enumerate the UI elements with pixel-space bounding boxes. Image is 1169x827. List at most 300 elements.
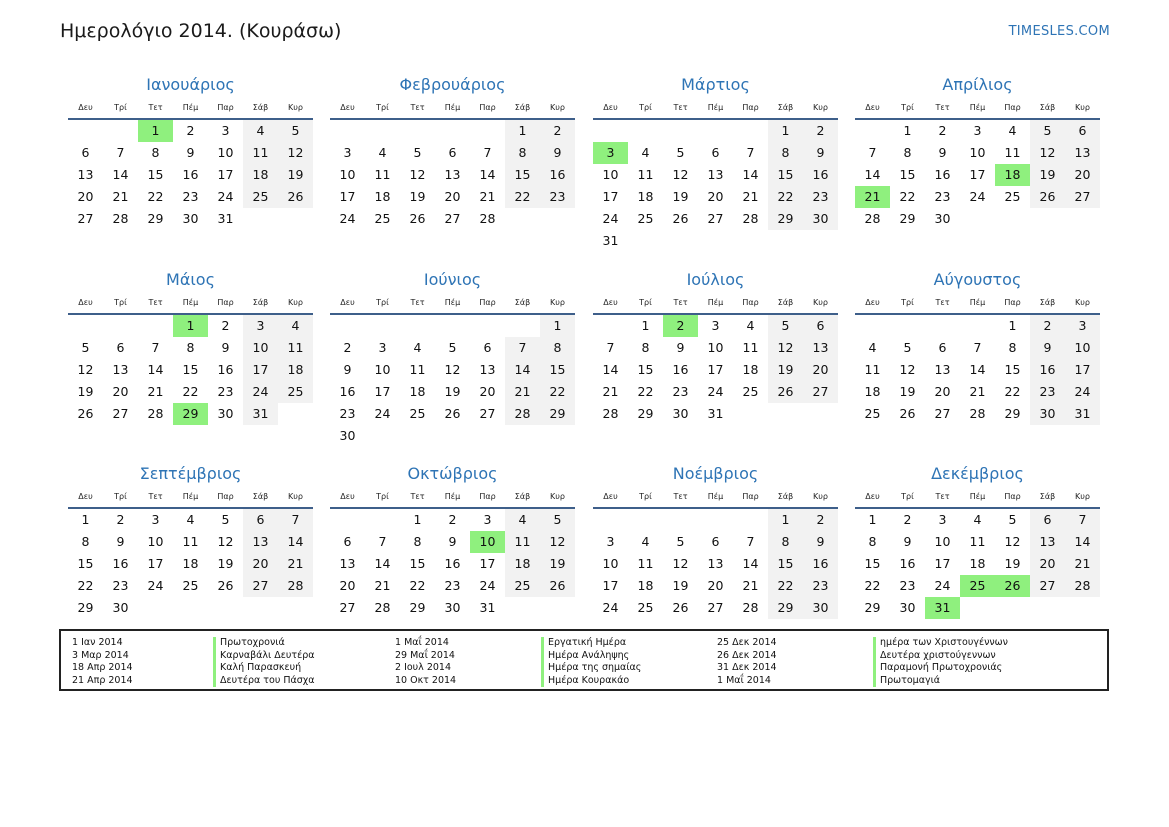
day-cell: 27 [707, 600, 724, 615]
empty-cell [138, 597, 173, 619]
legend-date: 21 Απρ 2014 [72, 674, 133, 686]
day-cell: 12 [1030, 142, 1065, 164]
empty-cell [365, 315, 400, 337]
weekday-label: Τρί [639, 103, 652, 112]
day-cell: 7 [746, 534, 755, 549]
holiday-day-cell: 2 [663, 315, 698, 337]
empty-cell [803, 403, 838, 425]
month-name: Σεπτέμβριος [139, 464, 242, 483]
day-cell: 21 [1065, 553, 1100, 575]
empty-cell [505, 425, 540, 447]
day-cell: 21 [505, 381, 540, 403]
day-cell: 15 [768, 553, 803, 575]
day-cell: 3 [483, 512, 492, 527]
day-cell: 6 [116, 340, 125, 355]
day-cell: 3 [151, 512, 160, 527]
day-cell: 1 [505, 120, 540, 142]
week-row [593, 359, 838, 381]
weekday-label: Τρί [114, 103, 127, 112]
weekday-header [68, 487, 313, 509]
day-cell: 26 [540, 575, 575, 597]
day-cell: 30 [899, 600, 916, 615]
day-cell: 16 [803, 164, 838, 186]
weekday-label: Σάβ [777, 103, 794, 112]
day-cell: 4 [973, 512, 982, 527]
day-cell: 4 [641, 534, 650, 549]
day-cell: 26 [899, 406, 916, 421]
empty-cell [278, 208, 313, 230]
empty-cell [593, 315, 628, 337]
weekday-label: Δευ [865, 103, 880, 112]
day-cell: 20 [77, 189, 94, 204]
legend-holiday-name: Καρναβάλι Δευτέρα [213, 650, 315, 663]
day-cell: 4 [641, 145, 650, 160]
month-name: Αύγουστος [933, 270, 1022, 289]
empty-cell [505, 315, 540, 337]
month-block [855, 461, 1100, 641]
day-cell: 30 [934, 211, 951, 226]
day-cell: 21 [374, 578, 391, 593]
day-cell: 2 [186, 123, 195, 138]
weekday-label: Δευ [78, 492, 93, 501]
day-cell: 9 [676, 340, 685, 355]
weekday-label: Τετ [410, 492, 425, 501]
day-cell: 22 [768, 575, 803, 597]
legend-holiday-name: Ημέρα Κουρακάο [541, 675, 641, 688]
holiday-day-cell: 25 [960, 575, 995, 597]
week-row [593, 597, 838, 619]
day-cell: 29 [540, 403, 575, 425]
day-cell: 23 [672, 384, 689, 399]
weekday-label: Πέμ [969, 492, 986, 501]
empty-cell [733, 509, 768, 531]
empty-cell [435, 425, 470, 447]
weekday-label: Κυρ [1075, 103, 1090, 112]
day-cell: 5 [221, 512, 230, 527]
weekday-label: Σάβ [1039, 103, 1056, 112]
day-cell: 11 [243, 142, 278, 164]
week-row [593, 164, 838, 186]
day-cell: 18 [243, 164, 278, 186]
day-cell: 13 [339, 556, 356, 571]
legend-dates-column [717, 637, 777, 687]
weekday-label: Τρί [376, 492, 389, 501]
day-cell: 1 [413, 512, 422, 527]
empty-cell [593, 509, 628, 531]
day-cell: 16 [540, 164, 575, 186]
week-row [855, 142, 1100, 164]
day-cell: 15 [77, 556, 94, 571]
day-cell: 16 [934, 167, 951, 182]
month-name: Δεκέμβριος [931, 464, 1024, 483]
weekday-label: Παρ [742, 298, 759, 307]
week-row [68, 531, 313, 553]
empty-cell [330, 509, 365, 531]
day-cell: 9 [448, 534, 457, 549]
weekday-label: Πέμ [182, 492, 199, 501]
empty-cell [1030, 208, 1065, 230]
empty-cell [1065, 597, 1100, 619]
day-cell: 2 [938, 123, 947, 138]
holiday-day-cell: 21 [855, 186, 890, 208]
empty-cell [593, 120, 628, 142]
day-cell: 29 [147, 211, 164, 226]
weekday-label: Κυρ [288, 103, 303, 112]
week-row [593, 509, 838, 531]
weekday-label: Κυρ [813, 492, 828, 501]
day-cell: 10 [1065, 337, 1100, 359]
day-cell: 20 [444, 189, 461, 204]
empty-cell [540, 208, 575, 230]
day-cell: 13 [1030, 531, 1065, 553]
weekday-label: Τρί [901, 492, 914, 501]
week-row [855, 208, 1100, 230]
weekday-label: Τετ [410, 103, 425, 112]
day-cell: 21 [112, 189, 129, 204]
day-cell: 24 [479, 578, 496, 593]
day-cell: 30 [339, 428, 356, 443]
legend-date: 1 Ιαν 2014 [72, 637, 123, 648]
day-cell: 30 [672, 406, 689, 421]
day-cell: 26 [77, 406, 94, 421]
day-cell: 9 [116, 534, 125, 549]
day-cell: 12 [1004, 534, 1021, 549]
empty-cell [365, 120, 400, 142]
day-cell: 18 [637, 189, 654, 204]
week-row [593, 315, 838, 337]
weekday-label: Τετ [673, 103, 688, 112]
day-cell: 10 [602, 167, 619, 182]
week-row [855, 186, 1100, 208]
weekday-label: Τρί [901, 298, 914, 307]
legend-dates-column [395, 637, 456, 687]
day-cell: 27 [112, 406, 129, 421]
day-cell: 4 [868, 340, 877, 355]
day-cell: 17 [969, 167, 986, 182]
day-cell: 11 [505, 531, 540, 553]
day-cell: 22 [899, 189, 916, 204]
day-cell: 1 [81, 512, 90, 527]
day-cell: 9 [1030, 337, 1065, 359]
day-cell: 27 [707, 211, 724, 226]
day-cell: 6 [343, 534, 352, 549]
month-block [593, 72, 838, 252]
week-row [855, 575, 1100, 597]
weekday-label: Παρ [217, 103, 234, 112]
day-cell: 29 [77, 600, 94, 615]
site-link[interactable]: TIMESLES.COM [1008, 24, 1110, 39]
day-cell: 14 [112, 167, 129, 182]
weekday-header [330, 487, 575, 509]
day-cell: 3 [378, 340, 387, 355]
weekday-label: Πέμ [444, 298, 461, 307]
day-cell: 18 [864, 384, 881, 399]
empty-cell [628, 509, 663, 531]
day-cell: 23 [444, 578, 461, 593]
day-cell: 3 [711, 318, 720, 333]
week-row [68, 337, 313, 359]
holiday-day-cell: 10 [470, 531, 505, 553]
weekday-label: Τετ [148, 492, 163, 501]
holiday-day-cell: 1 [138, 120, 173, 142]
day-cell: 7 [973, 340, 982, 355]
weekday-label: Τετ [673, 492, 688, 501]
legend-holiday-name: Παραμονή Πρωτοχρονιάς [873, 662, 1008, 675]
day-cell: 29 [637, 406, 654, 421]
legend-date: 10 Οκτ 2014 [395, 674, 457, 686]
week-row [855, 359, 1100, 381]
weekday-label: Κυρ [550, 298, 565, 307]
day-cell: 8 [151, 145, 160, 160]
day-cell: 14 [505, 359, 540, 381]
day-cell: 31 [217, 211, 234, 226]
day-cell: 10 [243, 337, 278, 359]
day-cell: 5 [903, 340, 912, 355]
week-row [68, 120, 313, 142]
empty-cell [400, 315, 435, 337]
day-cell: 16 [444, 556, 461, 571]
day-cell: 19 [1004, 556, 1021, 571]
weekday-label: Τετ [148, 103, 163, 112]
day-cell: 12 [672, 167, 689, 182]
day-cell: 7 [151, 340, 160, 355]
weekday-label: Δευ [603, 492, 618, 501]
day-cell: 22 [540, 381, 575, 403]
month-block [330, 461, 575, 641]
day-cell: 29 [768, 208, 803, 230]
weekday-label: Σάβ [514, 103, 531, 112]
day-cell: 7 [505, 337, 540, 359]
day-cell: 18 [505, 553, 540, 575]
day-cell: 21 [742, 189, 759, 204]
day-cell: 8 [768, 531, 803, 553]
week-row [68, 553, 313, 575]
day-cell: 6 [81, 145, 90, 160]
day-cell: 13 [77, 167, 94, 182]
week-row [855, 531, 1100, 553]
day-cell: 7 [116, 145, 125, 160]
day-cell: 6 [1030, 509, 1065, 531]
day-cell: 19 [217, 556, 234, 571]
day-cell: 23 [540, 186, 575, 208]
weekday-header [855, 487, 1100, 509]
legend-holiday-name: Πρωτοχρονιά [213, 637, 315, 650]
day-cell: 7 [1065, 509, 1100, 531]
day-cell: 25 [637, 211, 654, 226]
weekday-header [330, 98, 575, 120]
week-row [68, 142, 313, 164]
empty-cell [278, 597, 313, 619]
weekday-header [593, 98, 838, 120]
day-cell: 14 [479, 167, 496, 182]
day-cell: 4 [413, 340, 422, 355]
day-cell: 19 [278, 164, 313, 186]
month-block [593, 461, 838, 641]
weekday-label: Τρί [901, 103, 914, 112]
empty-cell [435, 120, 470, 142]
day-cell: 15 [864, 556, 881, 571]
day-cell: 23 [899, 578, 916, 593]
week-row [68, 359, 313, 381]
day-cell: 25 [409, 406, 426, 421]
day-cell: 20 [803, 359, 838, 381]
empty-cell [890, 315, 925, 337]
empty-cell [435, 315, 470, 337]
day-cell: 5 [278, 120, 313, 142]
week-row [330, 142, 575, 164]
day-cell: 28 [602, 406, 619, 421]
week-row [593, 186, 838, 208]
week-row [855, 553, 1100, 575]
day-cell: 23 [112, 578, 129, 593]
day-cell: 20 [339, 578, 356, 593]
day-cell: 21 [147, 384, 164, 399]
month-name: Ιανουάριος [146, 75, 235, 94]
day-cell: 15 [637, 362, 654, 377]
day-cell: 22 [637, 384, 654, 399]
week-row [330, 381, 575, 403]
holiday-day-cell: 18 [995, 164, 1030, 186]
empty-cell [698, 230, 733, 252]
week-row [593, 120, 838, 142]
week-row [68, 164, 313, 186]
empty-cell [855, 315, 890, 337]
week-row [68, 315, 313, 337]
week-row [855, 509, 1100, 531]
month-block [68, 461, 313, 641]
day-cell: 15 [147, 167, 164, 182]
day-cell: 21 [278, 553, 313, 575]
day-cell: 28 [864, 211, 881, 226]
empty-cell [995, 208, 1030, 230]
weekday-label: Παρ [1004, 492, 1021, 501]
day-cell: 17 [602, 578, 619, 593]
day-cell: 19 [1030, 164, 1065, 186]
weekday-label: Τετ [148, 298, 163, 307]
day-cell: 19 [77, 384, 94, 399]
day-cell: 31 [243, 403, 278, 425]
week-row [330, 186, 575, 208]
weekday-header [855, 293, 1100, 315]
week-row [855, 337, 1100, 359]
weekday-label: Σάβ [1039, 492, 1056, 501]
month-name: Ιούλιος [686, 270, 745, 289]
day-cell: 12 [899, 362, 916, 377]
weekday-label: Παρ [1004, 103, 1021, 112]
day-cell: 13 [243, 531, 278, 553]
day-cell: 25 [278, 381, 313, 403]
day-cell: 5 [413, 145, 422, 160]
day-cell: 17 [217, 167, 234, 182]
weekday-label: Κυρ [813, 298, 828, 307]
month-block [68, 267, 313, 447]
holiday-day-cell: 1 [173, 315, 208, 337]
weekday-label: Πέμ [707, 298, 724, 307]
day-cell: 2 [448, 512, 457, 527]
weekday-label: Κυρ [813, 103, 828, 112]
empty-cell [540, 425, 575, 447]
day-cell: 24 [969, 189, 986, 204]
day-cell: 31 [602, 233, 619, 248]
day-cell: 22 [864, 578, 881, 593]
day-cell: 26 [409, 211, 426, 226]
day-cell: 21 [602, 384, 619, 399]
day-cell: 28 [742, 211, 759, 226]
empty-cell [995, 597, 1030, 619]
weekday-label: Τρί [114, 298, 127, 307]
day-cell: 8 [186, 340, 195, 355]
weekday-label: Κυρ [288, 298, 303, 307]
day-cell: 25 [864, 406, 881, 421]
day-cell: 22 [768, 186, 803, 208]
empty-cell [1030, 597, 1065, 619]
weekday-label: Πέμ [707, 492, 724, 501]
day-cell: 10 [602, 556, 619, 571]
legend-holiday-name: Δευτέρα χριστούγεννων [873, 650, 1008, 663]
day-cell: 11 [742, 340, 759, 355]
day-cell: 12 [672, 556, 689, 571]
day-cell: 8 [540, 337, 575, 359]
day-cell: 10 [969, 145, 986, 160]
day-cell: 12 [217, 534, 234, 549]
legend-date: 1 Μαΐ 2014 [395, 637, 449, 648]
week-row [593, 142, 838, 164]
day-cell: 25 [243, 186, 278, 208]
day-cell: 29 [768, 597, 803, 619]
weekday-header [855, 98, 1100, 120]
day-cell: 2 [540, 120, 575, 142]
day-cell: 7 [606, 340, 615, 355]
day-cell: 18 [409, 384, 426, 399]
weekday-label: Τρί [376, 298, 389, 307]
day-cell: 26 [1030, 186, 1065, 208]
day-cell: 28 [742, 600, 759, 615]
weekday-label: Τρί [376, 103, 389, 112]
day-cell: 6 [711, 145, 720, 160]
empty-cell [505, 208, 540, 230]
empty-cell [663, 509, 698, 531]
empty-cell [628, 230, 663, 252]
day-cell: 24 [602, 600, 619, 615]
empty-cell [103, 315, 138, 337]
day-cell: 30 [217, 406, 234, 421]
day-cell: 2 [903, 512, 912, 527]
week-row [330, 425, 575, 447]
day-cell: 10 [217, 145, 234, 160]
week-row [330, 208, 575, 230]
day-cell: 25 [374, 211, 391, 226]
weekday-label: Δευ [865, 298, 880, 307]
week-row [68, 597, 313, 619]
empty-cell [768, 403, 803, 425]
day-cell: 23 [182, 189, 199, 204]
day-cell: 28 [505, 403, 540, 425]
day-cell: 24 [147, 578, 164, 593]
weekday-label: Κυρ [288, 492, 303, 501]
day-cell: 14 [1065, 531, 1100, 553]
day-cell: 1 [768, 509, 803, 531]
empty-cell [173, 597, 208, 619]
day-cell: 27 [444, 211, 461, 226]
day-cell: 19 [899, 384, 916, 399]
day-cell: 5 [1030, 120, 1065, 142]
day-cell: 14 [742, 167, 759, 182]
weekday-header [593, 293, 838, 315]
day-cell: 17 [934, 556, 951, 571]
week-row [68, 575, 313, 597]
day-cell: 26 [768, 381, 803, 403]
weekday-label: Παρ [742, 103, 759, 112]
